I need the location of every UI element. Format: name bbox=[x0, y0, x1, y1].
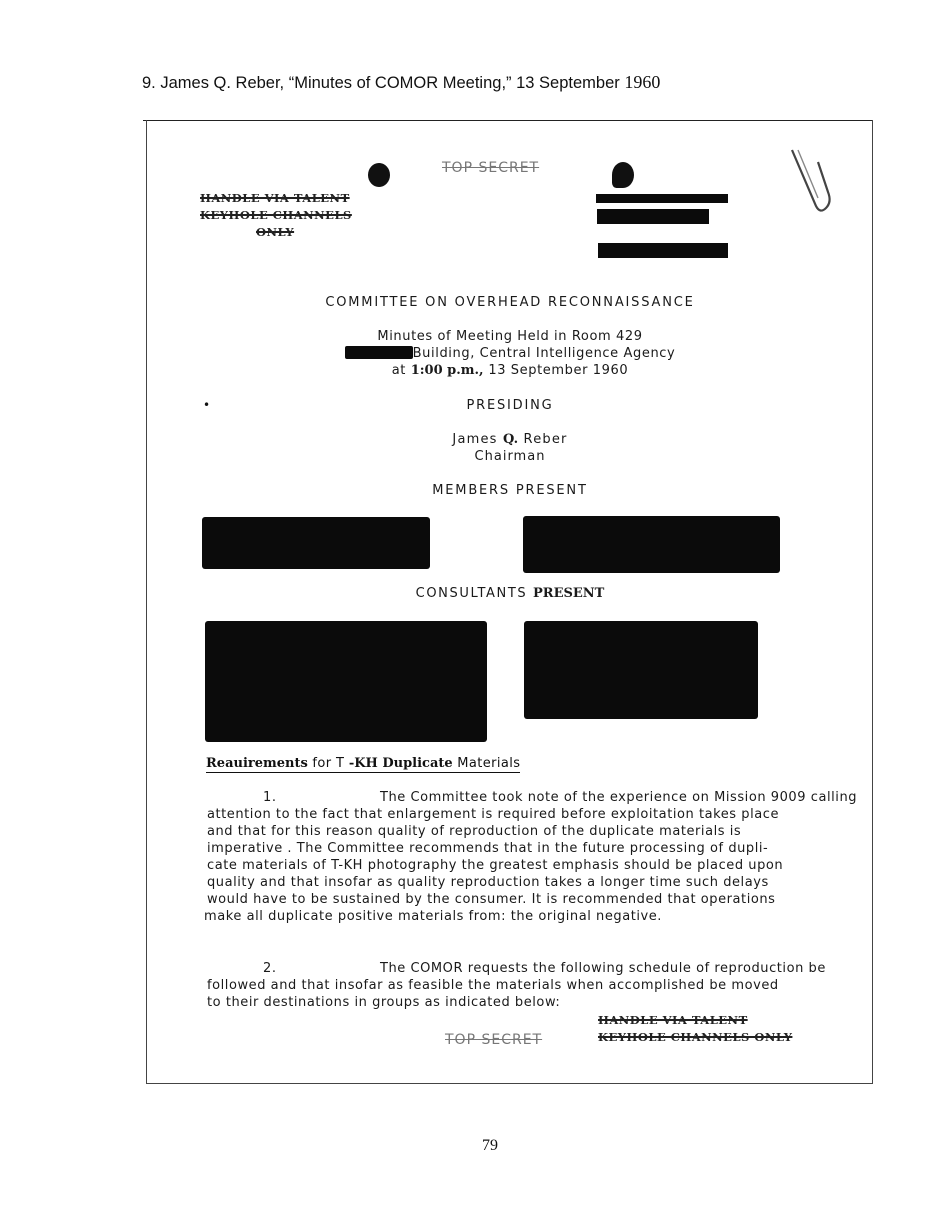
paragraph-number: 2. bbox=[263, 961, 277, 976]
redaction-bar bbox=[345, 346, 413, 359]
document-frame-left bbox=[146, 120, 147, 1084]
handling-line-3: ONLY bbox=[256, 225, 295, 239]
section-heading bbox=[206, 756, 520, 771]
document-frame-bottom bbox=[146, 1083, 873, 1084]
paragraph-line: and that for this reason quality of reproduction of the duplicate materials is bbox=[207, 824, 742, 839]
redaction-block-consultants-right bbox=[524, 621, 758, 719]
paragraph-2 bbox=[207, 960, 837, 1011]
page-number: 79 bbox=[482, 1137, 498, 1154]
paragraph-number: 1. bbox=[263, 790, 277, 805]
figure-caption bbox=[142, 72, 660, 93]
caption-text: 9. James Q. Reber, “Minutes of COMOR Meeting,” 13 September bbox=[142, 74, 620, 92]
classification-top: TOP SECRET bbox=[442, 160, 540, 176]
members-present-label: MEMBERS PRESENT bbox=[432, 483, 588, 498]
heading-word-2: for T bbox=[312, 756, 345, 771]
handling-caveat-top bbox=[200, 190, 400, 241]
paragraph-1 bbox=[204, 789, 858, 925]
building-text: Building, Central Intelligence Agency bbox=[412, 346, 676, 361]
caption-year: 1960 bbox=[624, 72, 661, 92]
paragraph-line: make all duplicate positive materials from: the original negative. bbox=[204, 909, 662, 924]
redaction-bar bbox=[597, 209, 709, 224]
presiding-role: Chairman bbox=[474, 449, 546, 464]
committee-title: COMMITTEE ON OVERHEAD RECONNAISSANCE bbox=[325, 295, 695, 310]
present-label-word: PRESENT bbox=[533, 586, 605, 601]
punch-hole-mark-left bbox=[368, 163, 390, 187]
paragraph-line: followed and that insofar as feasible the materials when accomplished be moved bbox=[207, 978, 779, 993]
minutes-line: Minutes of Meeting Held in Room 429 bbox=[377, 329, 643, 344]
redaction-block-members-right bbox=[523, 516, 780, 573]
paragraph-line: attention to the fact that enlargement is required before exploitation takes place bbox=[207, 807, 780, 822]
paragraph-line: quality and that insofar as quality reproduction takes a longer time such delays bbox=[207, 875, 769, 890]
paragraph-line: cate materials of T-KH photography the greatest emphasis should be placed upon bbox=[207, 858, 784, 873]
handling-caveat-bottom bbox=[598, 1012, 792, 1046]
handling-line-1: HANDLE VIA TALENT bbox=[200, 191, 350, 205]
presiding-label: PRESIDING bbox=[466, 398, 554, 413]
consultants-present-label bbox=[200, 586, 820, 601]
redaction-block-consultants-left bbox=[205, 621, 487, 742]
meeting-time-line bbox=[200, 363, 820, 378]
paragraph-line: would have to be sustained by the consumer. It is recommended that operations bbox=[207, 892, 776, 907]
meeting-time: 1:00 p.m., bbox=[410, 363, 484, 378]
handling-line-2: KEYHOLE CHANNELS ONLY bbox=[598, 1030, 793, 1044]
bullet-mark: • bbox=[203, 398, 211, 412]
presiding-name bbox=[200, 432, 820, 447]
presiding-first-name: James bbox=[452, 432, 498, 447]
handling-line-2: KEYHOLE CHANNELS bbox=[200, 208, 352, 222]
redaction-bar bbox=[596, 194, 728, 203]
paragraph-line: to their destinations in groups as indicated below: bbox=[207, 995, 561, 1010]
presiding-initial: Q. bbox=[503, 432, 519, 447]
handling-line-1: HANDLE VIA TALENT bbox=[598, 1013, 748, 1027]
document-frame-right bbox=[872, 120, 873, 1084]
paperclip-icon bbox=[788, 148, 836, 214]
paragraph-line: imperative . The Committee recommends that in the future processing of dupli- bbox=[207, 841, 769, 856]
classification-bottom: TOP SECRET bbox=[445, 1032, 543, 1048]
time-prefix: at bbox=[391, 363, 406, 378]
document-frame-top bbox=[143, 120, 873, 121]
heading-word-1: Reauirements bbox=[206, 756, 308, 771]
presiding-last-name: Reber bbox=[523, 432, 568, 447]
consultants-label-word: CONSULTANTS bbox=[415, 586, 528, 601]
paragraph-line: 2. The COMOR requests the following schedule of reproduction be bbox=[207, 960, 837, 977]
heading-word-4: Materials bbox=[457, 756, 521, 771]
punch-hole-mark-right bbox=[612, 162, 634, 188]
redaction-bar bbox=[598, 243, 728, 258]
building-line bbox=[200, 346, 820, 361]
meeting-date: 13 September 1960 bbox=[488, 363, 629, 378]
heading-word-3: -KH Duplicate bbox=[348, 756, 453, 771]
redaction-block-members-left bbox=[202, 517, 430, 569]
paragraph-line: 1. The Committee took note of the experience on Mission 9009 calling bbox=[207, 789, 837, 806]
